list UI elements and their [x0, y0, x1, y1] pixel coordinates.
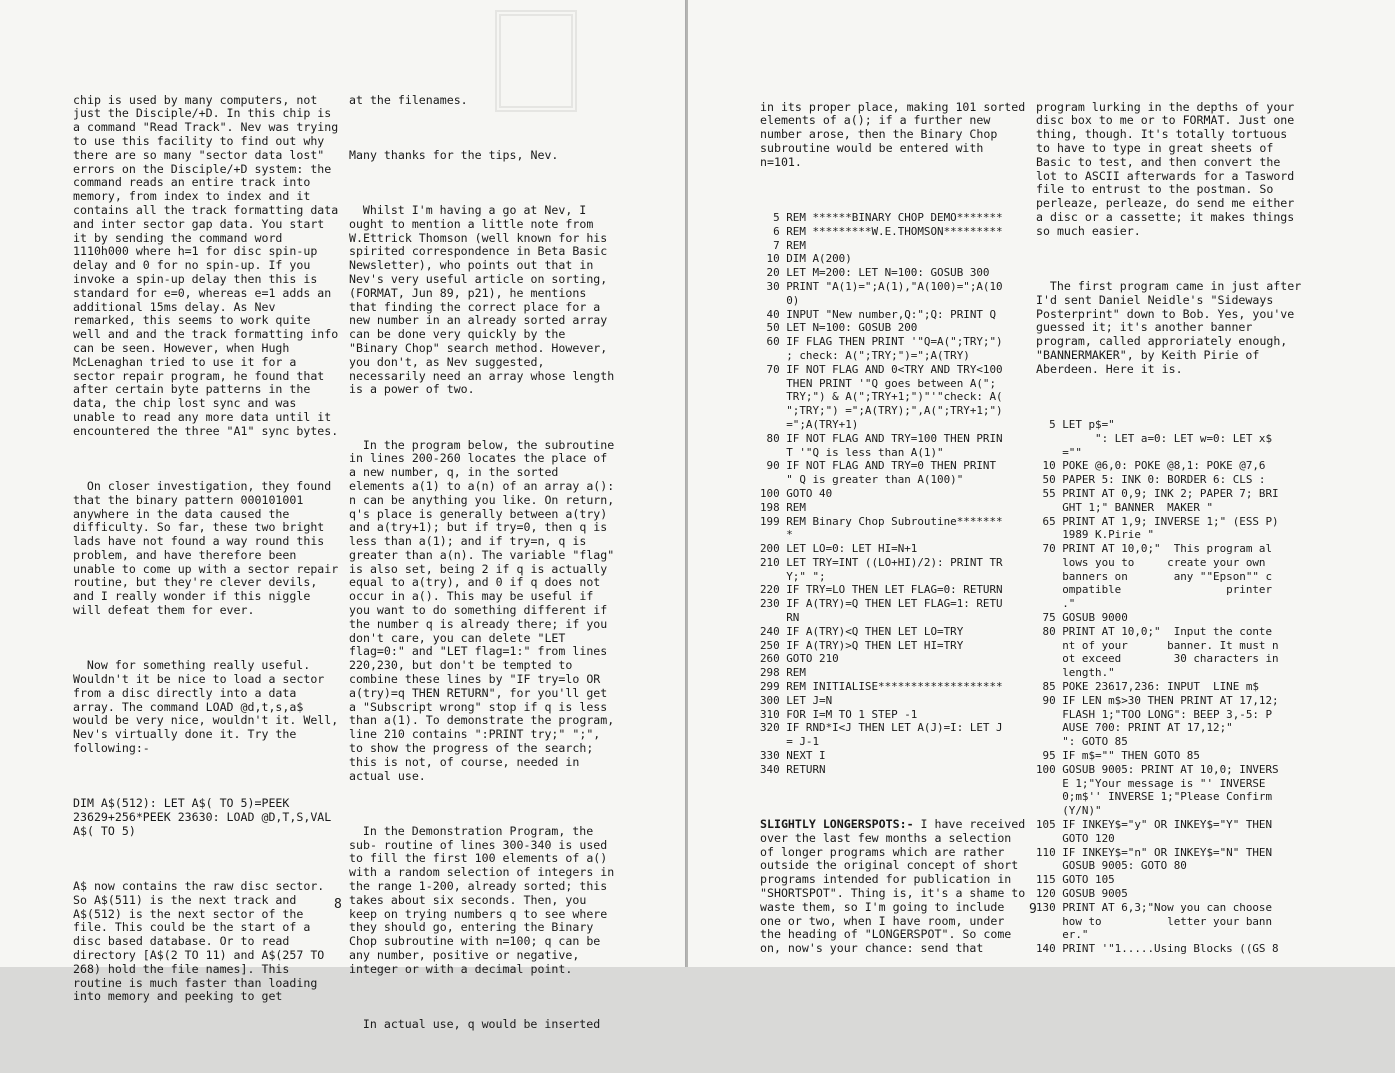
paragraph: Now for something really useful. Wouldn't it be nice to load a sector from a disc directly into a data array. The command LOAD @d,t,s,a$ would be very nice, wouldn't it. Well, Nev's virtually done it. Try the following:-: [73, 658, 346, 756]
left-column-2: [349, 66, 622, 1073]
paragraph: Many thanks for the tips, Nev.: [349, 147, 559, 162]
code-line: DIM A$(512): LET A$( TO 5)=PEEK 23629+256*PEEK 23630: LOAD @D,T,S,VAL A$( TO 5): [73, 796, 339, 838]
paragraph: In actual use, q would be inserted: [362, 1016, 601, 1031]
code-listing: 5 REM ******BINARY CHOP DEMO******* 6 REM *********W.E.THOMSON********* 7 REM 10 DIM A(200) 20 LET M=200: LET N=100: GOSUB 300 30 PRINT "A(1)=";A(1),"A(100)=";A(10 0) 40 INPUT "New number,Q:";Q: PRINT Q 50 LET N=100: GOSUB 200 60 IF FLAG THEN PRINT '"Q=A(";TRY;") ; check: A(";TRY;")=";A(TRY) 70 IF NOT FLAG AND 0<TRY AND TRY<100 THEN PRINT '"Q goes between A("; TRY;") & A(";TRY+1;")"'"check: A( ";TRY;") =";A(TRY);",A(";TRY+1;") =";A(TRY+1) 80 IF NOT FLAG AND TRY=100 THEN PRIN T '"Q is less than A(1)" 90 IF NOT FLAG AND TRY=0 THEN PRINT " Q is greater than A(100)" 100 GOTO 40 198 REM 199 REM Binary Chop Subroutine******* * 200 LET LO=0: LET HI=N+1 210 LET TRY=INT ((LO+HI)/2): PRINT TR Y;" "; 220 IF TRY=LO THEN LET FLAG=0: RETURN 230 IF A(TRY)=Q THEN LET FLAG=1: RETU RN 240 IF A(TRY)<Q THEN LET LO=TRY 250 IF A(TRY)>Q THEN LET HI=TRY 260 GOTO 210 298 REM 299 REM INITIALISE******************* 300 LET J=N 310 FOR I=M TO 1 STEP -1 320 IF RND*I<J THEN LET A(J)=I: LET J = J-1 330 NEXT I 340 RETURN: [760, 210, 1003, 776]
paragraph: On closer investigation, they found that the binary pattern 000101001 anywhere in the data caused the difficulty. So far, these two bright lads have not found a way round this problem, and have therefore been unable to come up with a sector repair routine, but they're clever devils, and I really wonder if this niggle will defeat them for ever.: [73, 478, 346, 618]
paragraph: A$ now contains the raw disc sector. So A$(511) is the next track and A$(512) is the next sector of the file. This could be the start of a disc based database. Or to read directory [A$(2 TO 11) and A$(257 TO 268) hold the file names]. This routine is much faster than loading into memory and peeking to get: [73, 879, 332, 1004]
paragraph: at the filenames.: [349, 92, 468, 107]
right-column-1: [760, 73, 1033, 997]
paragraph: Whilst I'm having a go at Nev, I ought to mention a little note from W.Ettrick Thomson (well known for his spirited correspondence in Beta Basic Newsletter), who points out that in Nev's very useful article on sorting, (FORMAT, Jun 89, p21), he mentions that finding the correct place for a new number in an already sorted array can be done very quickly by the "Binary Chop" search method. However, you don't, as Nev suggested, necessarily need an array whose length is a power of two.: [349, 202, 622, 397]
paragraph-text: I have received over the last few months a selection of longer programs which are rather outside the original concept of short programs intended for publication in "SHORTSPOT". Thing is, it's a shame to waste them, so I'm going to include one or two, when I have room, under the heading of "LONGERSPOT". So come on, now's your chance: send that: [760, 817, 1033, 956]
page-number: 8: [334, 897, 342, 912]
right-page: [688, 0, 1395, 967]
paragraph: [760, 817, 1033, 956]
code-listing: 5 LET p$=" ": LET a=0: LET w=0: LET x$ ="" 10 POKE @6,0: POKE @8,1: POKE @7,6 50 PAPER 5: INK 0: BORDER 6: CLS : 55 PRINT AT 0,9; INK 2; PAPER 7; BRI GHT 1;" BANNER MAKER " 65 PRINT AT 1,9; INVERSE 1;" (ESS P) 1989 K.Pirie " 70 PRINT AT 10,0;" This program al lows you to create your own banners on any ""Epson"" c ompatible printer ." 75 GOSUB 9000 80 PRINT AT 10,0;" Input the conte nt of your banner. It must n ot exceed 30 characters in length." 85 POKE 23617,236: INPUT LINE m$ 90 IF LEN m$>30 THEN PRINT AT 17,12; FLASH 1;"TOO LONG": BEEP 3,-5: P AUSE 700: PRINT AT 17,12;" ": GOTO 85 95 IF m$="" THEN GOTO 85 100 GOSUB 9005: PRINT AT 10,0; INVERS E 1;"Your message is "' INVERSE 0;m$'' INVERSE 1;"Please Confirm (Y/N)" 105 IF INKEY$="y" OR INKEY$="Y" THEN GOTO 120 110 IF INKEY$="n" OR INKEY$="N" THEN GOSUB 9005: GOTO 80 115 GOTO 105 120 GOSUB 9005 130 PRINT AT 6,3;"Now you can choose how to letter your bann er." 140 PRINT '"1.....Using Blocks ((GS 8: [1036, 417, 1279, 956]
page-number: 9: [1029, 902, 1037, 917]
left-page: [0, 0, 686, 1031]
paragraph: The first program came in just after I'd sent Daniel Neidle's "Sideways Posterprint" down to Bob. Yes, you've guessed it; it's another banner program, called approriately enough, "BANNERMAKER", by Keith Pirie of Aberdeen. Here it is.: [1036, 278, 1309, 376]
paragraph: in its proper place, making 101 sorted elements of a(); if a further new number arose, then the Binary Chop subroutine would be entered with n=101.: [760, 99, 1033, 169]
paragraph: In the Demonstration Program, the sub- routine of lines 300-340 is used to fill the first 100 elements of a() with a random selection of integers in the range 1-200, already sorted; this takes about six seconds. Then, you keep on trying numbers q to see where they should go, entering the Binary Chop subroutine with n=100; q can be any number, positive or negative, integer or with a decimal point.: [349, 823, 622, 976]
left-column-1: [73, 66, 346, 1046]
right-column-2: [1036, 73, 1309, 997]
paragraph: chip is used by many computers, not just the Disciple/+D. In this chip is a command "Read Track". Nev was trying to use this facility to find out why there are so many "sector data lost" errors on the Disciple/+D system: the command reads an entire track into memory, from index to index and it contains all the track formatting data and inter sector gap data. You start it by sending the command word 1110h000 where h=1 for disc spin-up delay and 0 for no spin-up. If you invoke a spin-up delay then this is standard for e=0, whereas e=1 adds an additional 15ms delay. As Nev remarked, this seems to work quite well and and the track formatting info can be seen. However, when Hugh McLenaghan tried to use it for a sector repair program, he found that after certain byte patterns in the data, the chip lost sync and was unable to read any more data until it encountered the three "A1" sync bytes.: [73, 92, 346, 438]
paragraph: program lurking in the depths of your disc box to me or to FORMAT. Just one thing, though. It's totally tortuous to have to type in great sheets of Basic to test, and then convert the lot to ASCII afterwards for a Tasword file to entrust to the postman. So perleaze, perleaze, do send me either a disc or a cassette; it makes things so much easier.: [1036, 99, 1302, 238]
paragraph: In the program below, the subroutine in lines 200-260 locates the place of a new number, q, in the sorted elements a(1) to a(n) of an array a(): n can be anything you like. On return, q's place is generally between a(try) and a(try+1); but if try=0, then q is less than a(1); and if try=n, q is greater than a(n). The variable "flag" is also set, being 2 if q is actually equal to a(try), and 0 if q does not occur in a(). This may be useful if you want to do something different if the number q is already there; if you don't care, you can delete "LET flag=0:" and "LET flag=1:" from lines 220,230, but don't be tempted to combine these lines by "IF try=lo OR a(try)=q THEN RETURN", for you'll get a "Subscript wrong" stop if q is less than a(1). To demonstrate the program, line 210 contains ":PRINT try;" ";", to show the progress of the search; this is not, of course, needed in actual use.: [349, 437, 622, 783]
section-heading: SLIGHTLY LONGERSPOTS:-: [760, 817, 914, 832]
